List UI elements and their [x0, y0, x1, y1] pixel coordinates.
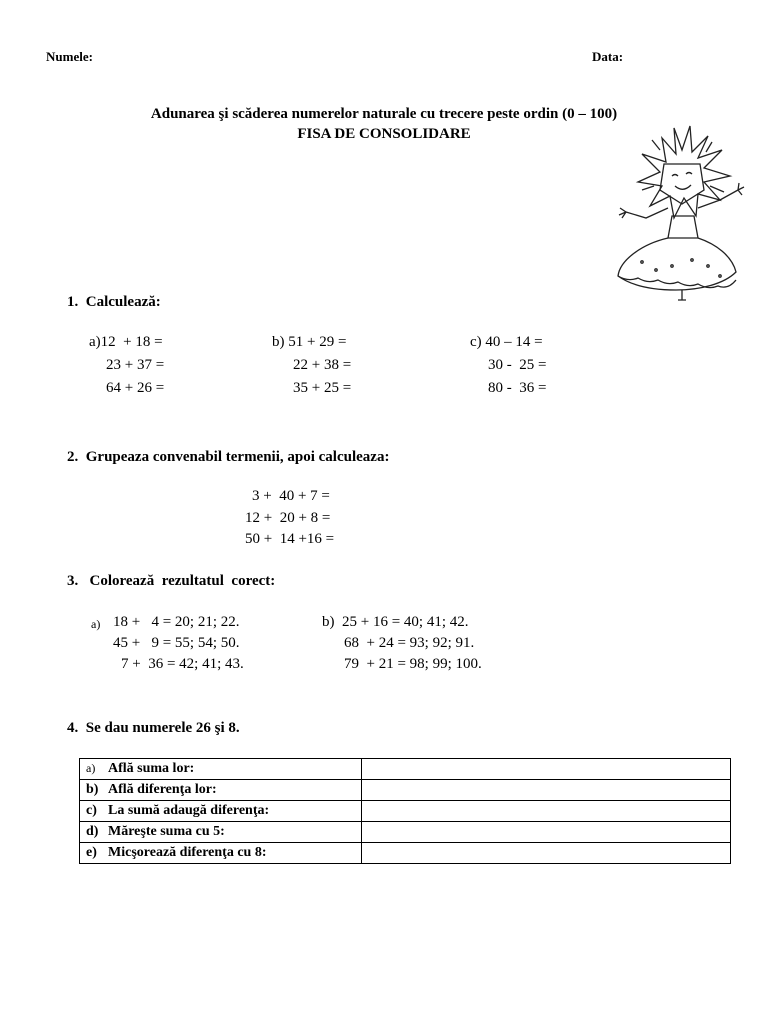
ex4-table: [79, 758, 731, 864]
ex1-a3: 64 + 26 =: [106, 380, 165, 396]
answer-cell[interactable]: [362, 759, 731, 780]
ex1-b1: b) 51 + 29 =: [272, 334, 347, 350]
ex1-a1: a)12 + 18 =: [89, 334, 163, 350]
ex2-line1: 3 + 40 + 7 =: [252, 488, 330, 504]
row-letter: c): [86, 803, 97, 818]
row-question: Află suma lor:: [108, 761, 195, 776]
ex1-c3: 80 - 36 =: [488, 380, 547, 396]
ex1-b3: 35 + 25 =: [293, 380, 352, 396]
ex1-heading: 1. Calculează:: [67, 294, 161, 310]
date-label: Data:: [592, 49, 624, 64]
ex1-b2: 22 + 38 =: [293, 357, 352, 373]
table-row: [80, 822, 731, 843]
snowflake-character-icon: [612, 120, 752, 305]
page-title: Adunarea şi scăderea numerelor naturale cu trecere peste ordin (0 – 100): [150, 106, 618, 122]
ex3-a1: 18 + 4 = 20; 21; 22.: [113, 614, 240, 630]
ex3-b1: b) 25 + 16 = 40; 41; 42.: [322, 614, 469, 630]
row-question: Află diferenţa lor:: [108, 782, 217, 797]
ex2-line3: 50 + 14 +16 =: [245, 531, 335, 547]
row-letter: b): [86, 782, 99, 797]
row-letter: a): [86, 761, 96, 775]
ex1-c1: c) 40 – 14 =: [470, 334, 543, 350]
row-letter: e): [86, 845, 97, 860]
answer-cell[interactable]: [362, 843, 731, 864]
table-row: [80, 759, 731, 780]
table-row: [80, 843, 731, 864]
ex3-b3: 79 + 21 = 98; 99; 100.: [344, 656, 482, 672]
ex1-c2: 30 - 25 =: [488, 357, 547, 373]
name-label: Numele:: [46, 49, 93, 64]
row-question: Măreşte suma cu 5:: [108, 824, 225, 839]
ex2-line2: 12 + 20 + 8 =: [245, 510, 331, 526]
ex1-a2: 23 + 37 =: [106, 357, 165, 373]
answer-cell[interactable]: [362, 780, 731, 801]
ex3-b2: 68 + 24 = 93; 92; 91.: [344, 635, 475, 651]
ex3-a3: 7 + 36 = 42; 41; 43.: [121, 656, 244, 672]
answer-cell[interactable]: [362, 801, 731, 822]
table-row: [80, 801, 731, 822]
row-question: Micşorează diferenţa cu 8:: [108, 845, 267, 860]
page-subtitle: FISA DE CONSOLIDARE: [297, 126, 471, 142]
table-row: [80, 780, 731, 801]
ex4-heading: 4. Se dau numerele 26 şi 8.: [67, 720, 240, 736]
row-letter: d): [86, 824, 99, 839]
row-question: La sumă adaugă diferenţa:: [108, 803, 270, 818]
ex3-heading: 3. Colorează rezultatul corect:: [67, 573, 276, 589]
ex2-heading: 2. Grupeaza convenabil termenii, apoi calculeaza:: [67, 449, 390, 465]
ex3-label-a: a): [91, 617, 101, 631]
answer-cell[interactable]: [362, 822, 731, 843]
ex3-a2: 45 + 9 = 55; 54; 50.: [113, 635, 240, 651]
